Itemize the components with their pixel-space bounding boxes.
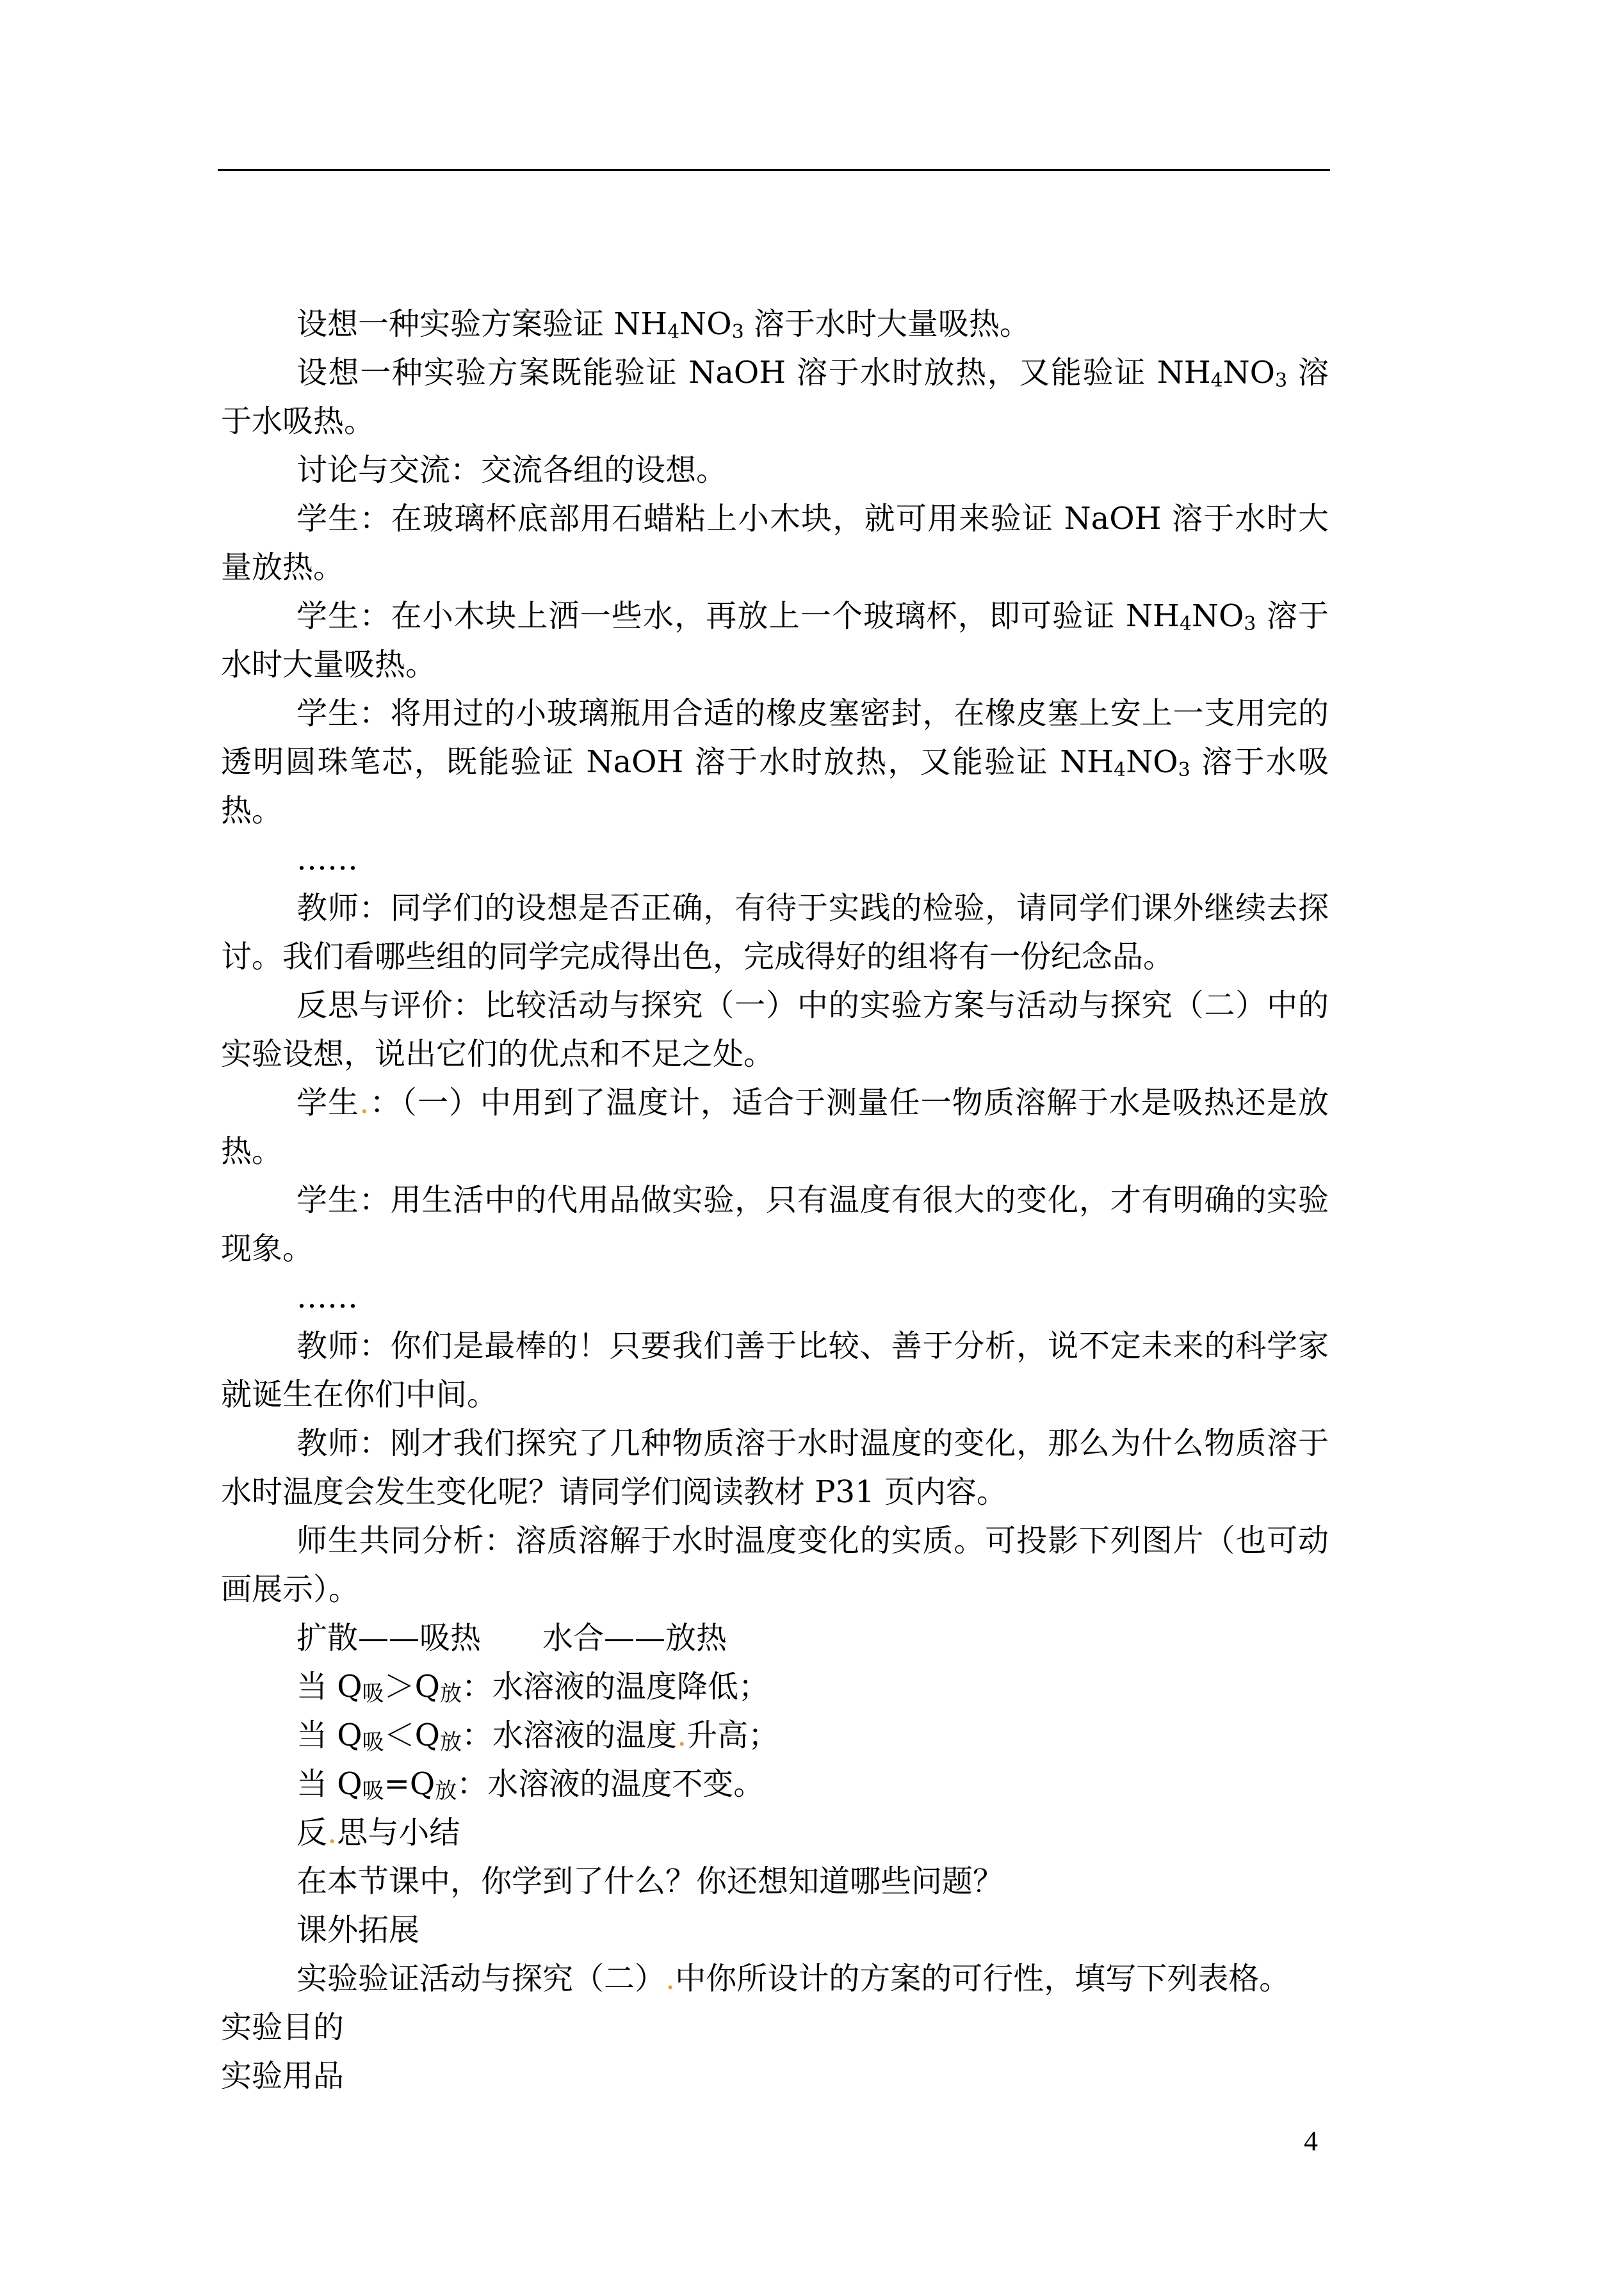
dot-mark: . <box>677 1717 687 1753</box>
text: NO <box>1191 598 1244 634</box>
text: NO <box>1126 744 1178 780</box>
text: NO <box>679 306 732 342</box>
text: ＞Q <box>384 1669 440 1705</box>
subscript: 4 <box>667 321 680 343</box>
subscript: 4 <box>1114 759 1126 781</box>
text: 当 Q <box>296 1717 362 1753</box>
text: 当 Q <box>296 1669 362 1705</box>
formula-line <box>221 1760 1329 1808</box>
subscript: 放 <box>439 1730 462 1755</box>
text: 设想一种实验方案验证 NH <box>296 306 668 342</box>
subscript: 4 <box>1210 369 1223 392</box>
text: 溶于水吸热。 <box>221 355 1329 439</box>
dot-mark: . <box>359 1085 369 1121</box>
page-number: 4 <box>1304 2125 1318 2157</box>
text: ：水溶液的温度降低； <box>461 1669 769 1705</box>
paragraph <box>221 689 1329 835</box>
text: 反 <box>296 1815 328 1851</box>
paragraph: 在本节课中，你学到了什么？你还想知道哪些问题？ <box>296 1863 1004 1899</box>
subscript: 4 <box>1179 613 1192 635</box>
formula-line <box>221 1711 1329 1760</box>
paragraph: 学生：在玻璃杯底部用石蜡粘上小木块，就可用来验证 NaOH 溶于水时大量放热。 <box>221 501 1329 585</box>
paragraph: 师生共同分析：溶质溶解于水时温度变化的实质。可投影下列图片（也可动画展示）。 <box>221 1523 1329 1607</box>
text: ：（一）中用到了温度计，适合于测量任一物质溶解于水是吸热还是放热。 <box>221 1085 1329 1169</box>
section-heading <box>221 1808 1329 1857</box>
paragraph: 教师：你们是最棒的！只要我们善于比较、善于分析，说不定未来的科学家就诞生在你们中间。 <box>221 1328 1329 1413</box>
subscript: 吸 <box>362 1730 384 1755</box>
text: 设想一种实验方案既能验证 NaOH 溶于水时放热，又能验证 NH <box>296 355 1211 391</box>
paragraph <box>221 1078 1329 1176</box>
text: =Q <box>384 1766 435 1802</box>
text: 溶于水吸热。 <box>221 744 1329 829</box>
text: 溶于水时大量吸热。 <box>221 598 1329 683</box>
text: ：水溶液的温度 <box>461 1717 677 1753</box>
text: 当 Q <box>296 1766 362 1802</box>
paragraph: 教师：刚才我们探究了几种物质溶于水时温度的变化，那么为什么物质溶于水时温度会发生变化呢？请同学们阅读教材 P31 页内容。 <box>221 1425 1329 1510</box>
ellipsis: …… <box>296 1279 358 1315</box>
text: 学生：将用过的小玻璃瓶用合适的橡皮塞密封，在橡皮塞上安上一支用完的透明圆珠笔芯，既能验证 NaOH 溶于水时放热，又能验证 NH <box>221 695 1329 780</box>
paragraph <box>221 300 1329 348</box>
paragraph: 讨论与交流：交流各组的设想。 <box>296 452 727 488</box>
dot-mark: . <box>665 1961 676 1997</box>
text: ＜Q <box>384 1717 440 1753</box>
table-label: 实验用品 <box>221 2058 345 2094</box>
subscript: 3 <box>1178 759 1190 781</box>
text: 学生：在小木块上洒一些水，再放上一个玻璃杯，即可验证 NH <box>296 598 1180 634</box>
text: 学生 <box>296 1085 360 1121</box>
paragraph: 学生：用生活中的代用品做实验，只有温度有很大的变化，才有明确的实验现象。 <box>221 1182 1329 1267</box>
subscript: 3 <box>1244 613 1256 635</box>
text: 中你所设计的方案的可行性，填写下列表格。 <box>675 1961 1290 1997</box>
dot-mark: . <box>327 1815 337 1851</box>
text: 思与小结 <box>337 1815 460 1851</box>
text: ：水溶液的温度不变。 <box>457 1766 765 1802</box>
subscript: 吸 <box>362 1681 384 1707</box>
paragraph: 教师：同学们的设想是否正确，有待于实践的检验，请同学们课外继续去探讨。我们看哪些组的同学完成得出色，完成得好的组将有一份纪念品。 <box>221 890 1329 975</box>
subscript: 放 <box>439 1681 462 1707</box>
subscript: 放 <box>435 1778 457 1804</box>
document-body <box>221 300 1329 2100</box>
table-label: 实验目的 <box>221 2009 345 2045</box>
text: 溶于水时大量吸热。 <box>743 306 1030 342</box>
text: 实验验证活动与探究（二） <box>296 1961 666 1997</box>
paragraph <box>221 1954 1329 2003</box>
text: NO <box>1222 355 1276 391</box>
section-heading: 课外拓展 <box>296 1912 420 1948</box>
subscript: 3 <box>731 321 744 343</box>
paragraph <box>221 592 1329 689</box>
paragraph: 扩散——吸热 水合——放热 <box>296 1620 727 1656</box>
ellipsis: …… <box>296 841 358 877</box>
paragraph: 反思与评价：比较活动与探究（一）中的实验方案与活动与探究（二）中的实验设想，说出它们的优点和不足之处。 <box>221 987 1329 1072</box>
subscript: 吸 <box>362 1778 384 1804</box>
header-rule <box>218 169 1330 171</box>
paragraph <box>221 348 1329 446</box>
formula-line <box>221 1662 1329 1711</box>
subscript: 3 <box>1275 369 1288 392</box>
text: 升高； <box>686 1717 779 1753</box>
